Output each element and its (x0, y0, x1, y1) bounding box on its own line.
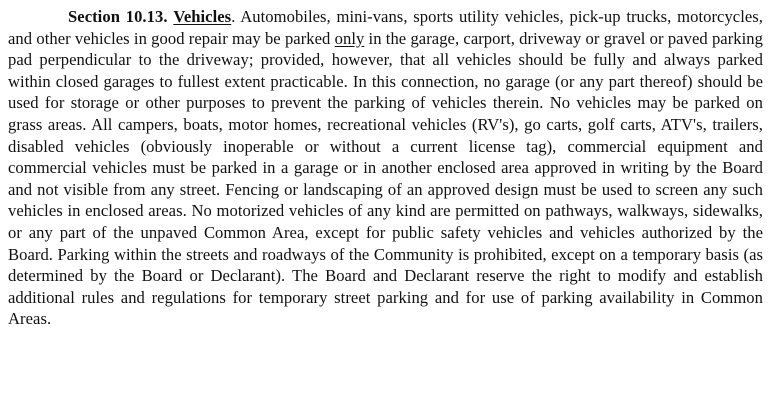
section-title: Vehicles (173, 7, 232, 26)
title-punctuation: . (231, 7, 241, 26)
section-number: Section 10.13. (68, 7, 168, 26)
section-paragraph (8, 6, 763, 330)
emphasized-word: only (334, 28, 365, 48)
document-page (8, 6, 763, 330)
section-body-rest: in the garage, carport, driveway or gravel or paved parking pad perpendicular to the driveway; provided, however, that all vehicles should be fully and always parked within closed garages to fullest extent practicable. In this connection, no garage (or any part thereof) should be used for storage or other purposes to prevent the parking of vehicles therein. No vehicles may be parked on grass areas. All campers, boats, motor homes, recreational vehicles (RV's), go carts, golf carts, ATV's, trailers, disabled vehicles (obviously inoperable or without a current license tag), commercial equipment and commercial vehicles must be parked in a garage or in another enclosed area approved in writing by the Board and not visible from any street. Fencing or landscaping of an approved design must be used to screen any such vehicles in enclosed areas. No motorized vehicles of any kind are permitted on pathways, walkways, sidewalks, or any part of the unpaved Common Area, except for public safety vehicles and vehicles authorized by the Board. Parking within the streets and roadways of the Community is prohibited, except on a temporary basis (as determined by the Board or Declarant). The Board and Declarant reserve the right to modify and establish additional rules and regulations for temporary street parking and for use of parking availability in Common Areas. (8, 28, 763, 329)
section-body-start: Automobiles, mini-vans, sports utility vehicles, pick-up trucks, motorcycles, and other vehicles in good repair may be parked (8, 7, 763, 48)
